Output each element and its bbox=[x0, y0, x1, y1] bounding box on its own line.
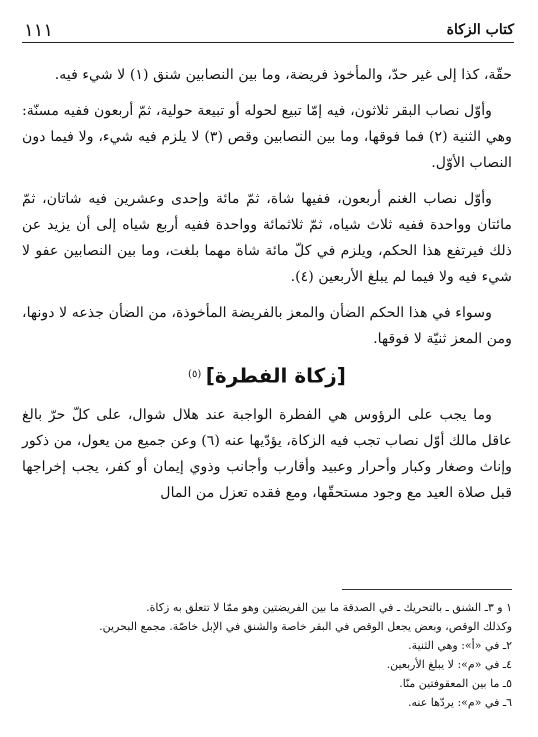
paragraph: وما يجب على الرؤوس هي الفطرة الواجبة عند هلال شوال، على كلّ حرّ بالغ عاقل مالك أوّل نصاب تجب فيه الزكاة، يؤدّيها عنه (٦) وعن جميع من يعول، من ذكور وإناث وصغار وكبار وأحرار وعبيد وأقارب وأجانب وذوي إيمان أو كفر، يجب إخراجها قبل صلاة العيد مع وجود مستحقّها، ومع فقده تعزل من المال bbox=[22, 406, 512, 501]
footnote: ٤ـ في «م»: لا يبلغ الأربعين. bbox=[386, 658, 512, 671]
paragraph: وسواء في هذا الحكم الضأن والمعز بالفريضة المأخوذة، من الضأن جذعه لا دونها، ومن المعز ثنيّة لا فوقها. bbox=[22, 305, 512, 347]
chapter-title: كتاب الزكاة bbox=[446, 22, 514, 38]
paragraph: حقّة، كذا إلى غير حدّ، والمأخوذ فريضة، وما بين النصابين شنق (١) لا شيء فيه. bbox=[54, 67, 512, 83]
section-heading-text: [زكاة الفطرة] bbox=[205, 363, 346, 388]
section-heading bbox=[22, 362, 512, 392]
footnote-separator bbox=[342, 589, 512, 590]
main-text bbox=[22, 62, 512, 516]
footnote: ١ و ٣ـ الشنق ـ بالتحريك ـ في الصدقة ما بين الفريضتين وهو ممّا لا تتعلق به زكاة. bbox=[146, 601, 512, 614]
page-number: ١١١ bbox=[24, 20, 54, 41]
footnote: وكذلك الوقص، وبعض يجعل الوقص في البقر خاصة والشنق في الإبل خاصّة. مجمع البحرين. bbox=[99, 620, 512, 633]
paragraph: وأوّل نصاب الغنم أربعون، ففيها شاة، ثمّ مائة وإحدى وعشرين فيه شاتان، ثمّ مائتان وواحدة ففيه ثلاث شياه، ثمّ ثلاثمائة وواحدة ففيه أربع شياه إلى أن يزيد عن ذلك فيرتفع هذا الحكم، ويلزم في كلّ مائة شاة مهما بلغت، وما بين النصابين عفو لا شيء فيه ولا فيما لم يبلغ الأربعين (٤). bbox=[22, 191, 512, 285]
footnote: ٢ـ في «أ»: وهي الثنية. bbox=[408, 639, 512, 652]
footnote: ٥ـ ما بين المعقوفتين منّا. bbox=[399, 677, 512, 690]
running-header bbox=[22, 22, 514, 43]
footnote-marker: (٥) bbox=[188, 369, 202, 380]
footnote: ٦ـ في «م»: يردّها عنه. bbox=[408, 696, 512, 709]
footnotes bbox=[22, 598, 512, 712]
paragraph: وأوّل نصاب البقر ثلاثون، فيه إمّا تبيع لحوله أو تبيعة حولية، ثمّ أربعون ففيه مسنّة: وهي الثنية (٢) فما فوقها، وما بين النصابين وقص (٣) لا يلزم فيه شيء، ولا فيما دون النصاب الأوّل. bbox=[22, 103, 512, 171]
